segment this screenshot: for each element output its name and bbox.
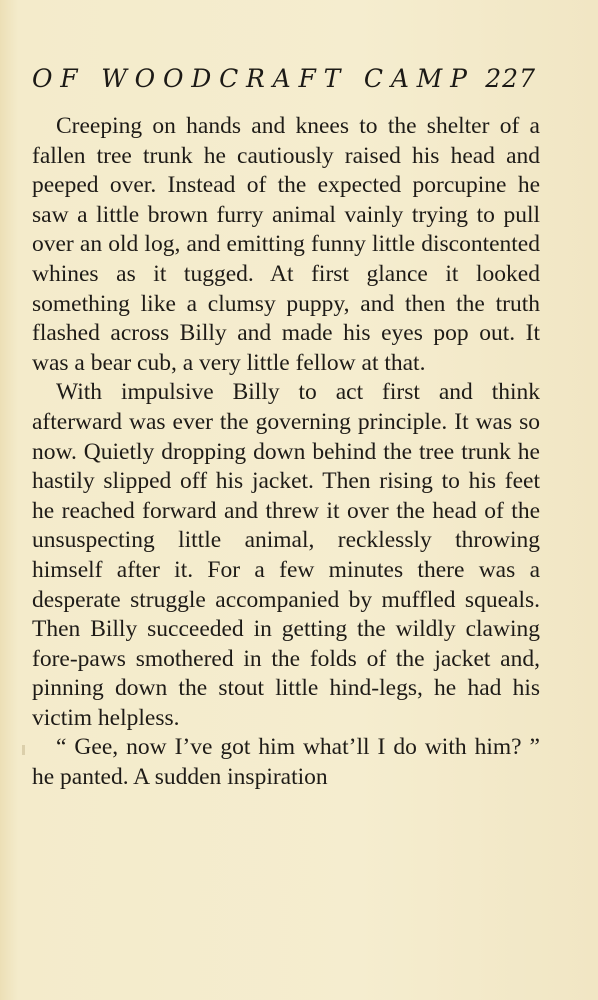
paragraph-2: With impulsive Billy to act first and think afterward was ever the governing principle. It was so now. Quietly dropping down behind the tree trunk he hastily slipped off his jacket. Then rising to his feet he reached forward and threw it over the head of the unsuspecting little animal, recklessly throwing himself after it. For a few minutes there was a desperate struggle accompanied by muffled squeals. Then Billy succeeded in getting the wildly clawing fore-paws smothered in the folds of the jacket and, pinning down the stout little hind-legs, he had his victim helpless.: [32, 379, 540, 731]
paragraph-3: “ Gee, now I’ve got him what’ll I do with him? ” he panted. A sudden inspiration: [32, 734, 540, 791]
body-text: [32, 112, 540, 793]
running-header: [32, 64, 536, 104]
running-title: OF WOODCRAFT CAMP: [32, 64, 475, 93]
margin-speck: [22, 745, 25, 755]
paragraph-1: Creeping on hands and knees to the shelter of a fallen tree trunk he cautiously raised his head and peeped over. Instead of the expected porcupine he saw a little brown furry animal vainly trying to pull over an old log, and emitting funny little discontented whines as it tugged. At first glance it looked something like a clumsy puppy, and then the truth flashed across Billy and made his eyes pop out. It was a bear cub, a very little fellow at that.: [32, 113, 540, 376]
page-number: 227: [485, 64, 536, 93]
